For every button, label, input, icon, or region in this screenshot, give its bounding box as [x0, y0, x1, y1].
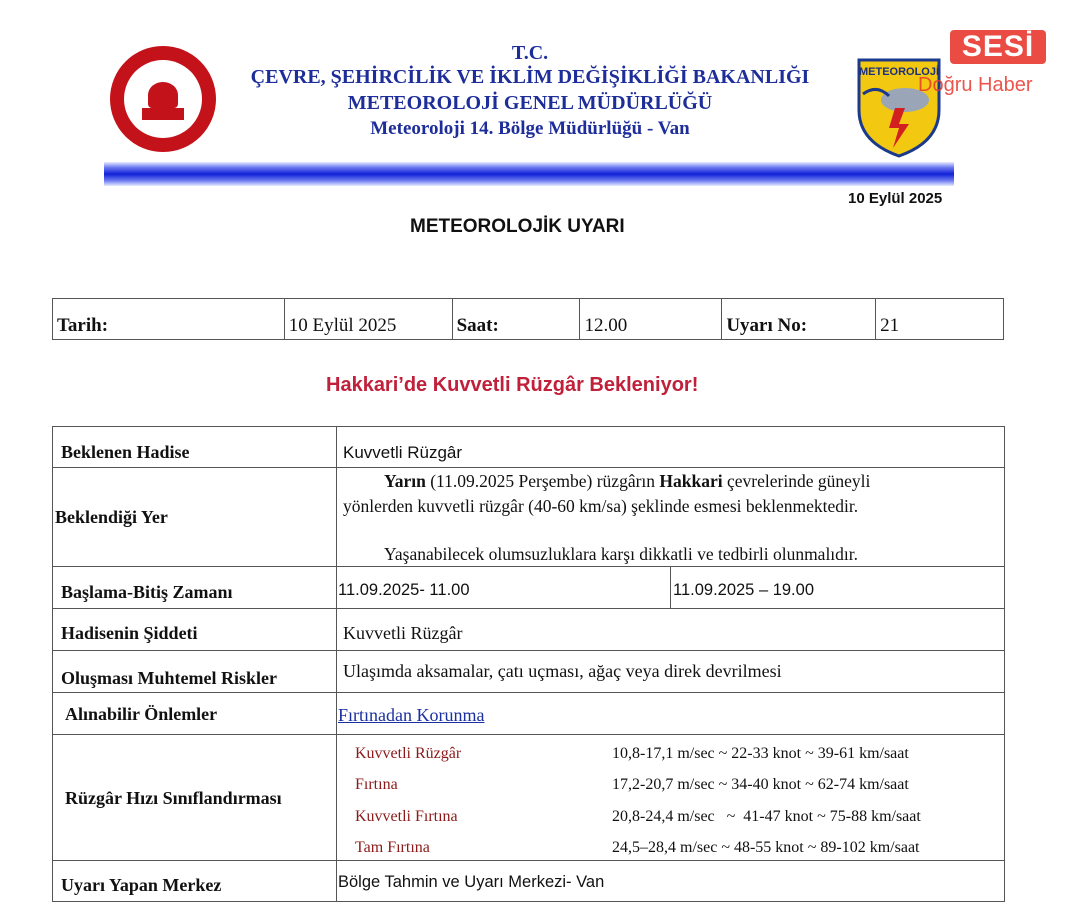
row-risks [52, 650, 1005, 693]
class-name: Tam Fırtına [355, 839, 430, 856]
document-title: METEOROLOJİK UYARI [410, 216, 625, 237]
start-end-time-values [337, 567, 1004, 608]
document-date: 10 Eylül 2025 [848, 190, 943, 207]
class-range: 20,8-24,4 m/sec ~ 41-47 knot ~ 75-88 km/saat [612, 808, 921, 825]
precautions-value [337, 693, 1004, 734]
row-start-end-time [52, 566, 1005, 609]
risks-label: Oluşması Muhtemel Riskler [53, 651, 337, 692]
location-text-4: Yaşanabilecek olumsuzluklara karşı dikkatli ve tedbirli olunmalıdır. [384, 544, 859, 564]
wind-classification-list [337, 735, 1004, 860]
expected-event-label: Beklenen Hadise [53, 427, 337, 467]
precautions-link[interactable]: Fırtınadan Korunma [338, 705, 485, 725]
watermark-logo: SESİ [950, 30, 1046, 64]
class-name: Fırtına [355, 776, 398, 793]
row-precautions [52, 692, 1005, 735]
wind-classification-label: Rüzgâr Hızı Sınıflandırması [53, 735, 337, 860]
class-range: 10,8-17,1 m/sec ~ 22-33 knot ~ 39-61 km/saat [612, 745, 909, 762]
start-end-time-label: Başlama-Bitiş Zamanı [53, 567, 337, 608]
row-issuing-center [52, 860, 1005, 902]
warning-no-value: 21 [880, 315, 900, 336]
meteorology-logo [855, 58, 943, 158]
class-range: 17,2-20,7 m/sec ~ 34-40 knot ~ 62-74 km/saat [612, 776, 909, 793]
header-ministry: ÇEVRE, ŞEHİRCİLİK VE İKLİM DEĞİŞİKLİĞİ BAKANLIĞI [250, 66, 810, 88]
meteorology-logo-text: METEOROLOJİ [858, 66, 940, 78]
expected-location-label: Beklendiği Yer [53, 468, 337, 566]
warning-no-label: Uyarı No: [722, 299, 876, 339]
risks-value: Ulaşımda aksamalar, çatı uçması, ağaç veya direk devrilmesi [343, 661, 782, 681]
header-directorate: METEOROLOJİ GENEL MÜDÜRLÜĞÜ [347, 92, 713, 114]
row-expected-event [52, 426, 1005, 468]
class-range: 24,5–28,4 m/sec ~ 48-55 knot ~ 89-102 km/saat [612, 839, 920, 856]
severity-value: Kuvvetli Rüzgâr [343, 623, 463, 643]
issuing-center-label: Uyarı Yapan Merkez [53, 861, 337, 901]
start-time: 11.09.2025- 11.00 [337, 567, 671, 608]
class-name: Kuvvetli Rüzgâr [355, 745, 462, 762]
row-wind-classification [52, 734, 1005, 861]
expected-event-value: Kuvvetli Rüzgâr [343, 443, 463, 462]
header-region: Meteoroloji 14. Bölge Müdürlüğü - Van [370, 118, 690, 139]
time-label: Saat: [453, 299, 581, 339]
watermark-subtitle: Doğru Haber [918, 74, 1033, 96]
class-name: Kuvvetli Fırtına [355, 808, 458, 825]
location-bold-city: Hakkari [659, 471, 723, 491]
end-time: 11.09.2025 – 19.00 [673, 581, 814, 599]
header-tc: T.C. [511, 42, 549, 64]
date-label: Tarih: [53, 299, 285, 339]
row-severity [52, 608, 1005, 651]
severity-label: Hadisenin Şiddeti [53, 609, 337, 650]
warning-headline: Hakkari’de Kuvvetli Rüzgâr Bekleniyor! [326, 374, 699, 396]
precautions-label: Alınabilir Önlemler [53, 693, 337, 734]
info-table [52, 298, 1004, 340]
row-expected-location [52, 467, 1005, 567]
ministry-seal-logo [110, 46, 216, 152]
location-text-3: yönlerden kuvvetli rüzgâr (40-60 km/sa) şeklinde esmesi beklenmektedir. [343, 496, 859, 516]
expected-location-value [337, 468, 1004, 566]
date-value: 10 Eylül 2025 [285, 299, 453, 339]
issuing-center-value: Bölge Tahmin ve Uyarı Merkezi- Van [338, 873, 605, 891]
header-divider-bar [104, 162, 954, 186]
location-bold-tomorrow: Yarın [384, 471, 426, 491]
time-value: 12.00 [580, 299, 722, 339]
location-text-2: çevrelerinde güneyli [722, 471, 871, 491]
location-text-1: (11.09.2025 Perşembe) rüzgârın [425, 471, 660, 491]
